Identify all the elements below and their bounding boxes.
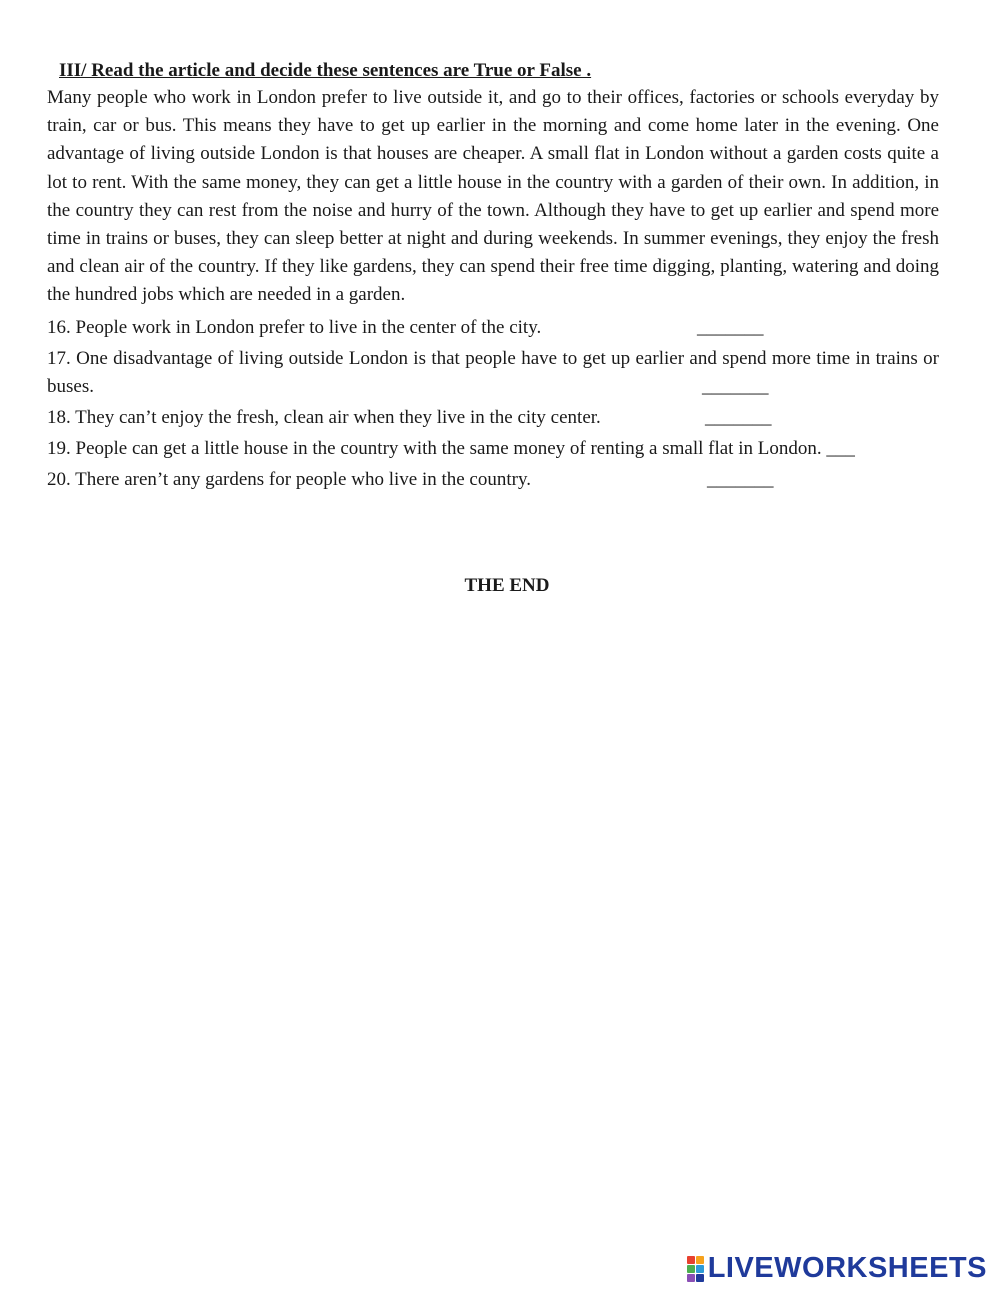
question-20 bbox=[47, 466, 939, 494]
question-text: 18. They can’t enjoy the fresh, clean air when they live in the city center. bbox=[47, 406, 601, 428]
answer-blank-16[interactable]: _______ bbox=[697, 316, 764, 338]
liveworksheets-logo bbox=[687, 1252, 987, 1285]
logo-square bbox=[696, 1265, 704, 1273]
question-text: 16. People work in London prefer to live in the center of the city. bbox=[47, 316, 542, 338]
logo-square bbox=[696, 1256, 704, 1264]
brand-name: LIVEWORKSHEETS bbox=[707, 1252, 987, 1284]
question-16 bbox=[47, 314, 939, 342]
question-18 bbox=[47, 404, 939, 432]
answer-blank-18[interactable]: _______ bbox=[705, 406, 772, 428]
logo-grid-icon bbox=[687, 1256, 704, 1282]
logo-square bbox=[696, 1274, 704, 1282]
answer-blank-17[interactable]: _______ bbox=[702, 375, 769, 397]
question-text: 20. There aren’t any gardens for people who live in the country. bbox=[47, 468, 531, 490]
reading-passage: Many people who work in London prefer to live outside it, and go to their offices, factories or schools everyday by train, car or bus. This means they have to get up earlier in the morning and come home later in the evening. One advantage of living outside London is that houses are cheaper. A small flat in London without a garden costs quite a lot to rent. With the same money, they can get a little house in the country with a garden of their own. In addition, in the country they can rest from the noise and hurry of the town. Although they have to get up earlier and spend more time in trains or buses, they can sleep better at night and during weekends. In summer evenings, they enjoy the fresh and clean air of the country. If they like gardens, they can spend their free time digging, planting, watering and doing the hundred jobs which are needed in a garden. bbox=[47, 87, 939, 306]
logo-square bbox=[687, 1256, 695, 1264]
section-heading: III/ Read the article and decide these sentences are True or False . bbox=[59, 60, 592, 81]
question-text: 17. One disadvantage of living outside London is that people have to get up earlier and spend more time in trains or buses. bbox=[47, 347, 939, 397]
logo-square bbox=[687, 1274, 695, 1282]
logo-square bbox=[687, 1265, 695, 1273]
answer-blank-20[interactable]: _______ bbox=[707, 468, 774, 490]
the-end-label: THE END bbox=[464, 575, 550, 596]
question-text: 19. People can get a little house in the country with the same money of renting a small flat in London. bbox=[47, 437, 822, 459]
question-19 bbox=[47, 435, 939, 463]
worksheet-page bbox=[47, 58, 939, 494]
answer-blank-19[interactable]: ___ bbox=[826, 437, 855, 459]
question-17 bbox=[47, 345, 939, 401]
